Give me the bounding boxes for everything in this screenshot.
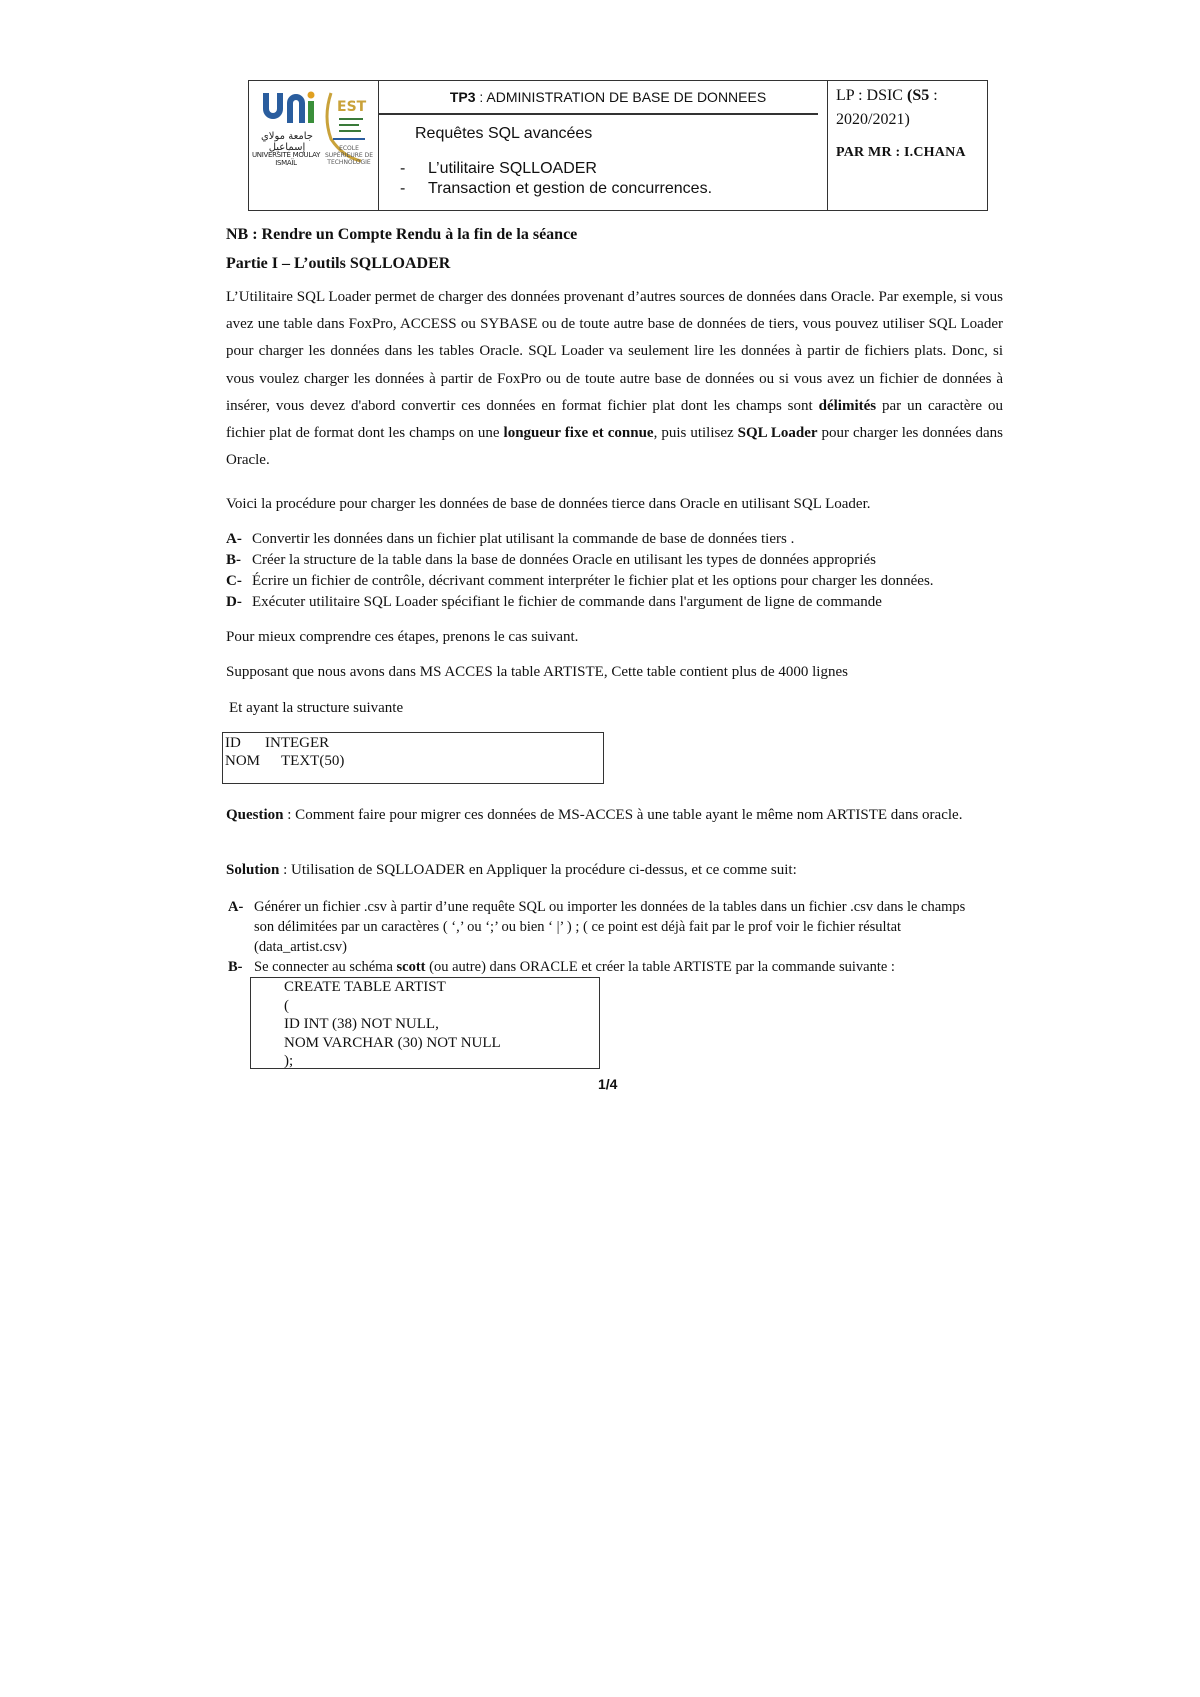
step-letter: B-	[228, 959, 243, 975]
subtitle: Requêtes SQL avancées	[415, 125, 593, 142]
topic-prefix: L’utilitaire	[428, 160, 500, 177]
step-text: (ou autre) dans ORACLE et créer la table ARTISTE par la commande suivante :	[425, 959, 895, 975]
section-heading: Partie I – L’outils SQLLOADER	[226, 255, 451, 272]
topic-item	[400, 159, 712, 179]
solution-steps	[228, 897, 988, 977]
solution-label: Solution	[226, 862, 280, 878]
nb-note: NB : Rendre un Compte Rendu à la fin de la séance	[226, 226, 578, 243]
intro-bold: SQL Loader	[737, 425, 818, 442]
step-text: Créer la structure de la table dans la base de données Oracle en utilisant les types de données appropriés	[252, 552, 876, 568]
field-name: ID	[225, 735, 241, 751]
intro-bold: délimités	[818, 397, 877, 414]
structure-row	[225, 734, 603, 752]
question	[226, 805, 986, 826]
university-logo-icon	[259, 89, 319, 125]
code-line: ID INT (38) NOT NULL,	[284, 1016, 439, 1032]
topic-list	[400, 159, 712, 199]
topic-strong: SQLLOADER	[499, 160, 597, 177]
title-divider	[378, 113, 818, 115]
step-text: Se connecter au schéma	[254, 959, 397, 975]
procedure-steps	[226, 529, 934, 613]
step-text: Générer un fichier .csv à partir d’une requête SQL ou importer les données de la tables dans un fichier .csv dans le champs son délimitées par un caractères ( ‘,’ ou ‘;’ ou bien ‘ |’ ) ; ( ce point est déjà fait par le prof voir le fichier résultat (data_artist.csv)	[254, 899, 966, 955]
step-item	[226, 592, 934, 613]
step-text: Convertir les données dans un fichier plat utilisant la commande de base de données tiers .	[252, 531, 795, 547]
header-box	[248, 80, 988, 211]
code-line: );	[284, 1053, 294, 1069]
step-letter: A-	[226, 531, 242, 547]
course-info	[836, 84, 938, 132]
topic-text: Transaction et gestion de concurrences.	[428, 180, 713, 197]
author: PAR MR : I.CHANA	[836, 145, 966, 160]
intro-text: L’Utilitaire SQL Loader permet de charger des données provenant d’autres sources de données dans Oracle. Par exemple, si vous avez une table dans FoxPro, ACCESS ou SYBASE ou de toute autre base de données de tiers, vous pouvez utiliser SQL Loader pour charger les données dans les tables Oracle. SQL Loader va seulement lire les données à partir de fichiers plats. Donc, si vous voulez charger les données à partir de FoxPro ou de toute autre base de données ou si vous avez un fichier de données à insérer, vous devez d'abord convertir ces données en format fichier plat dont les champs sont	[226, 289, 1003, 414]
field-type: INTEGER	[265, 735, 330, 751]
step-item	[226, 529, 934, 550]
intro-paragraph	[226, 284, 1003, 474]
step-letter: C-	[226, 573, 242, 589]
field-type: TEXT(50)	[281, 753, 345, 769]
header-info-cell	[827, 81, 988, 210]
sql-code-box	[250, 977, 600, 1069]
example-intro: Pour mieux comprendre ces étapes, prenons le cas suivant.	[226, 629, 579, 645]
code-line: NOM VARCHAR (30) NOT NULL	[284, 1034, 501, 1051]
dash-marker: -	[400, 180, 406, 197]
schema-name: scott	[396, 959, 426, 975]
course-suffix: :	[929, 87, 938, 104]
field-name: NOM	[225, 753, 261, 769]
example-case: Supposant que nous avons dans MS ACCES la table ARTISTE, Cette table contient plus de 4000 lignes	[226, 664, 848, 680]
dash-marker: -	[400, 160, 406, 177]
step-item	[226, 550, 934, 571]
structure-box	[222, 732, 604, 784]
course-prefix: LP : DSIC	[836, 87, 907, 104]
procedure-intro: Voici la procédure pour charger les données de base de données tierce dans Oracle en utilisant SQL Loader.	[226, 496, 871, 512]
structure-row	[225, 752, 603, 770]
question-text: : Comment faire pour migrer ces données de MS-ACCES à une table ayant le même nom ARTISTE dans oracle.	[283, 807, 963, 823]
logo-cell	[249, 81, 379, 210]
intro-text: pour charger les données dans Oracle.	[226, 425, 1004, 469]
logo-est-text: ECOLE SUPÉRIEURE DE TECHNOLOGIE	[324, 145, 373, 166]
question-label: Question	[226, 807, 284, 823]
logo-arabic-text: جامعة مولاي إسماعيل	[260, 131, 313, 153]
code-line: (	[284, 997, 289, 1014]
intro-bold: longueur fixe et connue	[503, 425, 654, 442]
step-text: Exécuter utilitaire SQL Loader spécifiant le fichier de commande dans l'argument de ligne de commande	[252, 594, 882, 610]
topic-item	[400, 179, 712, 199]
page-number: 1/4	[598, 1076, 618, 1092]
logo-university-text: UNIVERSITÉ MOULAY ISMAÏL	[251, 151, 321, 167]
svg-text:EST: EST	[337, 99, 367, 115]
intro-text: par un caractère ou fichier plat de format dont les champs on une	[226, 397, 1003, 442]
solution	[226, 862, 797, 879]
tp-title-text: : ADMINISTRATION DE BASE DE DONNEES	[475, 89, 767, 105]
intro-text: , puis utilisez	[653, 425, 738, 442]
step-item	[226, 571, 934, 592]
academic-year: 2020/2021)	[836, 111, 910, 128]
step-text: Écrire un fichier de contrôle, décrivant comment interpréter le fichier plat et les options pour charger les données.	[252, 573, 934, 589]
structure-intro: Et ayant la structure suivante	[229, 700, 404, 716]
tp-title	[398, 89, 818, 105]
solution-step	[228, 957, 988, 977]
solution-step	[228, 897, 988, 957]
code-line: CREATE TABLE ARTIST	[284, 979, 446, 995]
step-letter: D-	[226, 594, 242, 610]
header-title-cell	[378, 81, 827, 210]
tp-number: TP3	[449, 89, 476, 105]
step-letter: B-	[226, 552, 241, 568]
step-letter: A-	[228, 899, 244, 915]
semester: (S5	[906, 87, 930, 104]
solution-text: : Utilisation de SQLLOADER en Appliquer la procédure ci-dessus, et ce comme suit:	[279, 862, 797, 878]
